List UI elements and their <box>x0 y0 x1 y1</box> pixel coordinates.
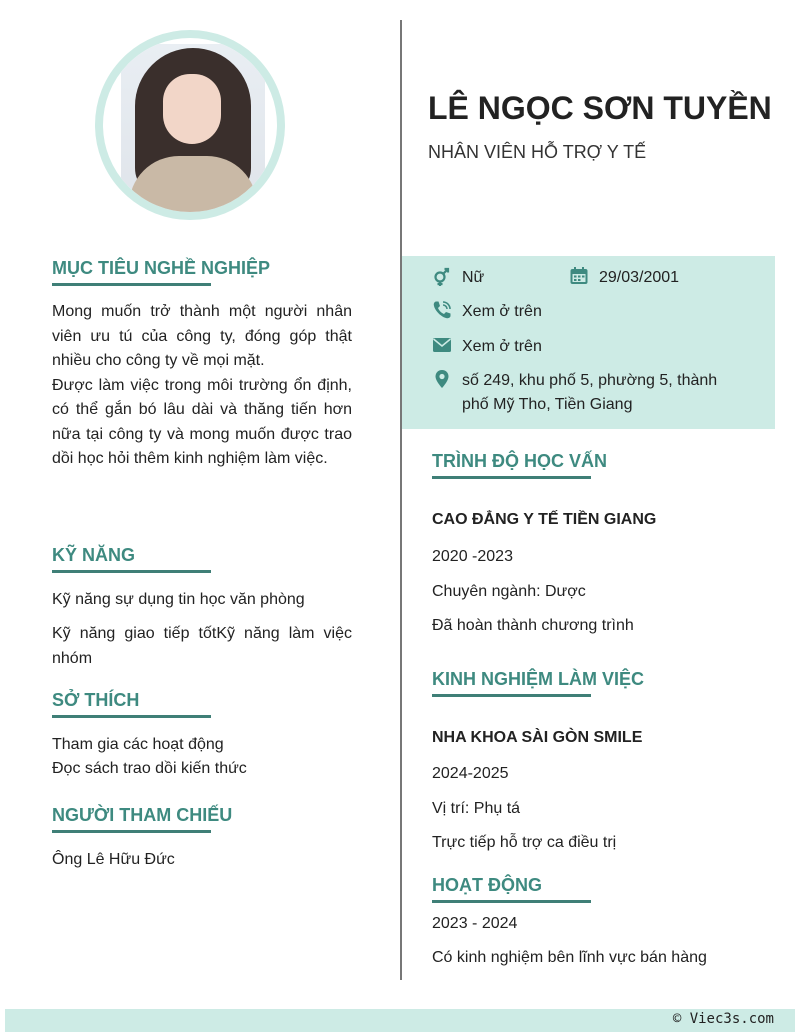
address-line-1: số 249, khu phố 5, phường 5, thành <box>462 372 718 389</box>
references-item-1: Ông Lê Hữu Đức <box>52 851 175 868</box>
contact-info-box <box>402 256 775 429</box>
career-objective-title: MỤC TIÊU NGHỀ NGHIỆP <box>52 258 271 278</box>
experience-period: 2024-2025 <box>432 765 509 782</box>
hobbies-item-2: Đọc sách trao dồi kiến thức <box>52 760 247 777</box>
hobbies-item-1: Tham gia các hoạt động <box>52 736 224 753</box>
career-objective-underline <box>52 283 211 286</box>
experience-title: KINH NGHIỆM LÀM VIỆC <box>432 669 645 689</box>
activities-period: 2023 - 2024 <box>432 915 518 932</box>
address-line-2: phố Mỹ Tho, Tiền Giang <box>462 396 633 413</box>
activities-description: Có kinh nghiệm bên lĩnh vực bán hàng <box>432 949 707 966</box>
education-status: Đã hoàn thành chương trình <box>432 617 634 634</box>
references-title: NGƯỜI THAM CHIẾU <box>52 805 233 825</box>
experience-underline <box>432 694 591 697</box>
address-value <box>462 369 762 417</box>
education-period: 2020 -2023 <box>432 548 513 565</box>
calendar-icon <box>569 266 589 286</box>
experience-description: Trực tiếp hỗ trợ ca điều trị <box>432 834 617 851</box>
gender-icon <box>432 267 452 287</box>
hobbies-title: SỞ THÍCH <box>52 690 140 710</box>
location-pin-icon <box>432 369 452 389</box>
candidate-name: LÊ NGỌC SƠN TUYỀN <box>428 90 772 126</box>
skills-item-2: Kỹ năng giao tiếp tốtKỹ năng làm việc nhóm <box>52 625 352 667</box>
profile-photo <box>121 44 265 214</box>
experience-company: NHA KHOA SÀI GÒN SMILE <box>432 729 643 746</box>
column-divider <box>400 20 402 980</box>
education-title: TRÌNH ĐỘ HỌC VẤN <box>432 451 607 471</box>
phone-value: Xem ở trên <box>462 303 542 320</box>
education-school: CAO ĐẲNG Y TẾ TIỀN GIANG <box>432 511 657 528</box>
education-major: Chuyên ngành: Dược <box>432 583 586 600</box>
career-objective-paragraph-1: Mong muốn trở thành một người nhân viên ưu tú của công ty, đóng góp thật nhiều cho công ty về mọi mặt. <box>52 303 352 369</box>
skills-title: KỸ NĂNG <box>52 545 136 565</box>
email-icon <box>432 335 452 355</box>
avatar <box>95 30 285 220</box>
skills-underline <box>52 570 211 573</box>
email-value: Xem ở trên <box>462 338 542 355</box>
career-objective-paragraph-2: Được làm việc trong môi trường ổn định, có thể gắn bó lâu dài và thăng tiến hơn nữa tại công ty và mong muốn được trao dồi học hỏi thêm kinh nghiệm làm việc. <box>52 376 352 467</box>
education-underline <box>432 476 591 479</box>
experience-position: Vị trí: Phụ tá <box>432 800 521 817</box>
gender-value: Nữ <box>462 269 485 286</box>
job-title: NHÂN VIÊN HỖ TRỢ Y TẾ <box>428 142 647 162</box>
phone-icon <box>432 300 452 320</box>
career-objective-text <box>52 300 352 472</box>
references-underline <box>52 830 211 833</box>
copyright-link[interactable]: © Viec3s.com <box>672 1011 774 1027</box>
activities-underline <box>432 900 591 903</box>
skills-item-1: Kỹ năng sự dụng tin học văn phòng <box>52 591 305 608</box>
activities-title: HOẠT ĐỘNG <box>432 875 542 895</box>
birthdate-value: 29/03/2001 <box>599 269 680 286</box>
hobbies-underline <box>52 715 211 718</box>
